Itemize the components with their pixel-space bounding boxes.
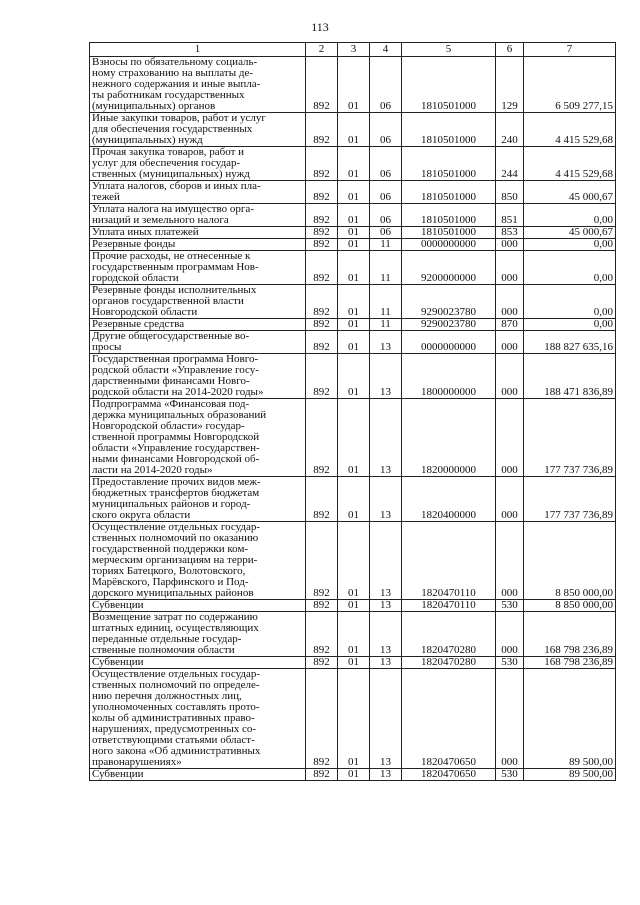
row-name	[90, 251, 306, 285]
row-name-line: Предоставление прочих видов меж-	[92, 476, 261, 488]
row-name-line: Взносы по обязательному социаль-	[92, 56, 258, 68]
amount: 168 798 236,89	[524, 612, 616, 657]
ministry-code: 892	[306, 669, 338, 769]
row-name-line: Субвенции	[92, 656, 144, 668]
row-name-line: ного закона «Об административных	[92, 745, 261, 757]
section-code: 01	[338, 669, 370, 769]
subsection-code: 06	[370, 147, 402, 181]
target-article-code: 9290023780	[402, 285, 496, 319]
row-name	[90, 612, 306, 657]
row-name-line: Новгородской области	[92, 306, 198, 318]
row-name-line: нежного содержания и иные выпла-	[92, 78, 261, 90]
row-name-line: Осуществление отдельных государ-	[92, 668, 261, 680]
amount: 0,00	[524, 251, 616, 285]
target-article-code: 0000000000	[402, 331, 496, 354]
row-name-line: ственные полномочия области	[92, 644, 235, 656]
expense-type-code: 000	[496, 477, 524, 522]
subsection-code: 13	[370, 354, 402, 399]
expense-type-code: 851	[496, 204, 524, 227]
expense-type-code: 240	[496, 113, 524, 147]
row-name-line: колы об административных право-	[92, 712, 255, 724]
row-name	[90, 657, 306, 669]
row-name-line: Резервные фонды исполнительных	[92, 284, 257, 296]
row-name	[90, 147, 306, 181]
section-code: 01	[338, 522, 370, 600]
header-col-4: 4	[370, 43, 402, 57]
table-row	[90, 477, 616, 522]
amount: 8 850 000,00	[524, 522, 616, 600]
amount: 0,00	[524, 204, 616, 227]
subsection-code: 13	[370, 657, 402, 669]
row-name	[90, 239, 306, 251]
ministry-code: 892	[306, 399, 338, 477]
amount: 177 737 736,89	[524, 477, 616, 522]
budget-table	[89, 42, 616, 781]
table-row	[90, 147, 616, 181]
row-name-line: ториях Батецкого, Волотовского,	[92, 565, 246, 577]
row-name-line: ственных полномочий по оказанию	[92, 532, 259, 544]
row-name-line: бюджетных трансфертов бюджетам	[92, 487, 260, 499]
expense-type-code: 853	[496, 227, 524, 239]
row-name-line: правонарушениях»	[92, 756, 182, 768]
table-row	[90, 319, 616, 331]
subsection-code: 11	[370, 285, 402, 319]
ministry-code: 892	[306, 319, 338, 331]
amount: 0,00	[524, 285, 616, 319]
section-code: 01	[338, 354, 370, 399]
subsection-code: 13	[370, 600, 402, 612]
row-name-line: Возмещение затрат по содержанию	[92, 611, 258, 623]
section-code: 01	[338, 251, 370, 285]
row-name	[90, 477, 306, 522]
section-code: 01	[338, 181, 370, 204]
row-name-line: ответствующими статьями област-	[92, 734, 255, 746]
ministry-code: 892	[306, 600, 338, 612]
expense-type-code: 870	[496, 319, 524, 331]
table-row	[90, 399, 616, 477]
row-name-line: Прочая закупка товаров, работ и	[92, 146, 245, 158]
row-name-line: Субвенции	[92, 768, 144, 780]
table-row	[90, 331, 616, 354]
row-name-line: (муниципальных) нужд	[92, 134, 203, 146]
table-row	[90, 669, 616, 769]
target-article-code: 1810501000	[402, 204, 496, 227]
ministry-code: 892	[306, 227, 338, 239]
section-code: 01	[338, 657, 370, 669]
row-name-line: ласти на 2014-2020 годы»	[92, 464, 213, 476]
amount: 0,00	[524, 319, 616, 331]
expense-type-code: 850	[496, 181, 524, 204]
amount: 45 000,67	[524, 227, 616, 239]
table-body	[90, 57, 616, 781]
row-name-line: нию перечня должностных лиц,	[92, 690, 242, 702]
row-name-line: нарушениях, предусмотренных со-	[92, 723, 257, 735]
amount: 0,00	[524, 239, 616, 251]
row-name	[90, 181, 306, 204]
header-row	[90, 43, 616, 57]
target-article-code: 1810501000	[402, 57, 496, 113]
amount: 89 500,00	[524, 669, 616, 769]
ministry-code: 892	[306, 612, 338, 657]
amount: 188 827 635,16	[524, 331, 616, 354]
amount: 4 415 529,68	[524, 147, 616, 181]
table-row	[90, 204, 616, 227]
row-name-line: для обеспечения государственных	[92, 123, 253, 135]
table-row	[90, 600, 616, 612]
ministry-code: 892	[306, 477, 338, 522]
ministry-code: 892	[306, 239, 338, 251]
ministry-code: 892	[306, 204, 338, 227]
amount: 168 798 236,89	[524, 657, 616, 669]
table-header	[90, 43, 616, 57]
row-name-line: государственной поддержки ком-	[92, 543, 249, 555]
subsection-code: 06	[370, 181, 402, 204]
row-name-line: муниципальных районов и город-	[92, 498, 251, 510]
expense-type-code: 530	[496, 600, 524, 612]
ministry-code: 892	[306, 251, 338, 285]
amount: 89 500,00	[524, 769, 616, 781]
row-name	[90, 354, 306, 399]
row-name-line: Уплата иных платежей	[92, 226, 199, 238]
expense-type-code: 000	[496, 612, 524, 657]
amount: 188 471 836,89	[524, 354, 616, 399]
row-name	[90, 319, 306, 331]
section-code: 01	[338, 147, 370, 181]
row-name	[90, 769, 306, 781]
target-article-code: 1810501000	[402, 227, 496, 239]
row-name	[90, 57, 306, 113]
header-col-2: 2	[306, 43, 338, 57]
table-row	[90, 612, 616, 657]
subsection-code: 06	[370, 204, 402, 227]
expense-type-code: 530	[496, 769, 524, 781]
row-name	[90, 204, 306, 227]
section-code: 01	[338, 227, 370, 239]
row-name	[90, 285, 306, 319]
row-name-line: тежей	[92, 191, 120, 203]
section-code: 01	[338, 57, 370, 113]
row-name-line: области «Управление государствен-	[92, 442, 260, 454]
target-article-code: 1820400000	[402, 477, 496, 522]
row-name-line: Иные закупки товаров, работ и услуг	[92, 112, 266, 124]
amount: 177 737 736,89	[524, 399, 616, 477]
row-name-line: государственным программам Нов-	[92, 261, 259, 273]
row-name-line: мерческим организациям на терри-	[92, 554, 258, 566]
expense-type-code: 000	[496, 522, 524, 600]
expense-type-code: 129	[496, 57, 524, 113]
target-article-code: 1820470110	[402, 522, 496, 600]
row-name-line: низаций и земельного налога	[92, 214, 229, 226]
section-code: 01	[338, 477, 370, 522]
target-article-code: 1820470650	[402, 669, 496, 769]
table-row	[90, 113, 616, 147]
row-name-line: ному страхованию на выплаты де-	[92, 67, 254, 79]
expense-type-code: 000	[496, 669, 524, 769]
header-col-3: 3	[338, 43, 370, 57]
row-name	[90, 669, 306, 769]
amount: 4 415 529,68	[524, 113, 616, 147]
target-article-code: 1810501000	[402, 147, 496, 181]
row-name-line: родской области на 2014-2020 годы»	[92, 386, 264, 398]
subsection-code: 11	[370, 239, 402, 251]
row-name-line: городской области	[92, 272, 179, 284]
row-name-line: Уплата налога на имущество орга-	[92, 203, 254, 215]
expense-type-code: 244	[496, 147, 524, 181]
subsection-code: 13	[370, 477, 402, 522]
expense-type-code: 000	[496, 251, 524, 285]
ministry-code: 892	[306, 285, 338, 319]
ministry-code: 892	[306, 147, 338, 181]
expense-type-code: 530	[496, 657, 524, 669]
row-name-line: ственных полномочий по определе-	[92, 679, 260, 691]
target-article-code: 1820470110	[402, 600, 496, 612]
subsection-code: 13	[370, 669, 402, 769]
row-name-line: ты работникам государственных	[92, 89, 245, 101]
table-row	[90, 285, 616, 319]
section-code: 01	[338, 769, 370, 781]
row-name-line: Субвенции	[92, 599, 144, 611]
row-name-line: уполномоченных составлять прото-	[92, 701, 260, 713]
row-name-line: Резервные фонды	[92, 238, 176, 250]
table-row	[90, 239, 616, 251]
target-article-code: 9290023780	[402, 319, 496, 331]
row-name-line: ственных (муниципальных) нужд	[92, 168, 250, 180]
row-name-line: Уплата налогов, сборов и иных пла-	[92, 180, 261, 192]
subsection-code: 13	[370, 331, 402, 354]
table-row	[90, 522, 616, 600]
target-article-code: 1810501000	[402, 181, 496, 204]
table-row	[90, 227, 616, 239]
row-name-line: переданные отдельные государ-	[92, 633, 242, 645]
target-article-code: 1810501000	[402, 113, 496, 147]
row-name-line: органов государственной власти	[92, 295, 244, 307]
row-name	[90, 522, 306, 600]
table-row	[90, 657, 616, 669]
row-name	[90, 399, 306, 477]
expense-type-code: 000	[496, 354, 524, 399]
ministry-code: 892	[306, 331, 338, 354]
subsection-code: 13	[370, 769, 402, 781]
subsection-code: 13	[370, 522, 402, 600]
section-code: 01	[338, 319, 370, 331]
target-article-code: 9200000000	[402, 251, 496, 285]
expense-type-code: 000	[496, 331, 524, 354]
amount: 6 509 277,15	[524, 57, 616, 113]
target-article-code: 1820000000	[402, 399, 496, 477]
row-name-line: родской области «Управление госу-	[92, 364, 259, 376]
section-code: 01	[338, 612, 370, 657]
row-name-line: Резервные средства	[92, 318, 185, 330]
subsection-code: 13	[370, 399, 402, 477]
row-name-line: просы	[92, 341, 122, 353]
row-name-line: Марёвского, Парфинского и Под-	[92, 576, 249, 588]
section-code: 01	[338, 331, 370, 354]
subsection-code: 06	[370, 113, 402, 147]
row-name-line: держка муниципальных образований	[92, 409, 267, 421]
section-code: 01	[338, 204, 370, 227]
table-row	[90, 57, 616, 113]
header-col-7: 7	[524, 43, 616, 57]
target-article-code: 0000000000	[402, 239, 496, 251]
row-name	[90, 600, 306, 612]
expense-type-code: 000	[496, 239, 524, 251]
row-name-line: Осуществление отдельных государ-	[92, 521, 261, 533]
section-code: 01	[338, 600, 370, 612]
ministry-code: 892	[306, 769, 338, 781]
table-row	[90, 354, 616, 399]
expense-type-code: 000	[496, 399, 524, 477]
ministry-code: 892	[306, 181, 338, 204]
row-name-line: Прочие расходы, не отнесенные к	[92, 250, 251, 262]
row-name-line: (муниципальных) органов	[92, 100, 216, 112]
ministry-code: 892	[306, 113, 338, 147]
subsection-code: 11	[370, 251, 402, 285]
row-name-line: Другие общегосударственные во-	[92, 330, 250, 342]
section-code: 01	[338, 239, 370, 251]
header-col-5: 5	[402, 43, 496, 57]
row-name-line: Государственная программа Новго-	[92, 353, 259, 365]
section-code: 01	[338, 399, 370, 477]
row-name-line: штатных единиц, осуществляющих	[92, 622, 259, 634]
amount: 8 850 000,00	[524, 600, 616, 612]
amount: 45 000,67	[524, 181, 616, 204]
row-name	[90, 331, 306, 354]
row-name	[90, 227, 306, 239]
ministry-code: 892	[306, 354, 338, 399]
row-name-line: услуг для обеспечения государ-	[92, 157, 241, 169]
section-code: 01	[338, 285, 370, 319]
row-name-line: дарственными финансами Новго-	[92, 375, 250, 387]
target-article-code: 1820470280	[402, 612, 496, 657]
table-row	[90, 181, 616, 204]
page-number: 113	[311, 20, 329, 34]
section-code: 01	[338, 113, 370, 147]
row-name-line: Подпрограмма «Финансовая под-	[92, 398, 250, 410]
row-name	[90, 113, 306, 147]
header-col-1: 1	[90, 43, 306, 57]
subsection-code: 13	[370, 612, 402, 657]
ministry-code: 892	[306, 657, 338, 669]
subsection-code: 06	[370, 227, 402, 239]
expense-type-code: 000	[496, 285, 524, 319]
ministry-code: 892	[306, 57, 338, 113]
ministry-code: 892	[306, 522, 338, 600]
row-name-line: дорского муниципальных районов	[92, 587, 254, 599]
header-col-6: 6	[496, 43, 524, 57]
row-name-line: Новгородской области» государ-	[92, 420, 245, 432]
table-row	[90, 251, 616, 285]
subsection-code: 11	[370, 319, 402, 331]
target-article-code: 1820470650	[402, 769, 496, 781]
target-article-code: 1820470280	[402, 657, 496, 669]
row-name-line: ского округа области	[92, 509, 191, 521]
table-row	[90, 769, 616, 781]
target-article-code: 1800000000	[402, 354, 496, 399]
subsection-code: 06	[370, 57, 402, 113]
row-name-line: ственной программы Новгородской	[92, 431, 260, 443]
row-name-line: ными финансами Новгородской об-	[92, 453, 260, 465]
